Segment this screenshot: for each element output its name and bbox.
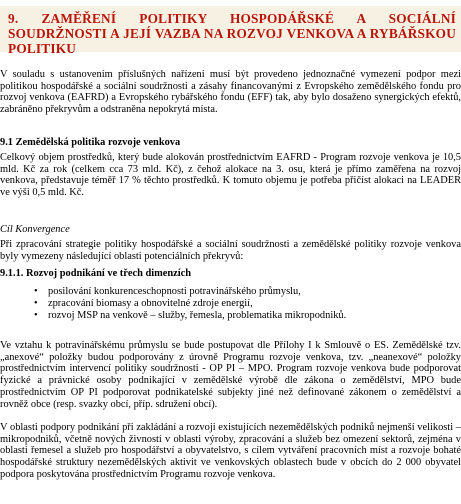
list-item: • zpracování biomasy a obnovitelné zdroje energií, xyxy=(0,298,461,310)
list-item: • rozvoj MSP na venkově – služby, řemesla, problematika mikropodniků. xyxy=(0,310,461,322)
section-9-1-title: 9.1 Zemědělská politika rozvoje venkova xyxy=(0,137,181,148)
section-9-1-1-title: 9.1.1. Rozvoj podnikání ve třech dimenzích xyxy=(0,268,192,279)
food-industry-paragraph: Ve vztahu k potravinářskému průmyslu se bude postupovat dle Přílohy I k Smlouvě o ES. Zemědělské tzv. „anexové“ položky budou podporovány z úrovně Programu rozvoje venkova, tzv. „neanexové“ položky prostřednictvím intervencí politiky soudržnosti - OP PI – MPO. Program rozvoje venkova bude podporovat fyzické a právnické osoby podnikající v zemědělské výrobě dle zákona o zemědělství, MPO bude prostřednictvím OP PI podporovat podnikatelské subjekty jiné než definované zákonem o zemědělství a rovněž obce (resp. svazky obcí, příp. sdružení obcí). xyxy=(0,340,461,410)
cil-konvergence-title: Cíl Konvergence xyxy=(0,224,70,235)
chapter-heading: 9. ZAMĚŘENÍ POLITIKY HOSPODÁŘSKÉ A SOCIÁLNÍ SOUDRŽNOSTI A JEJÍ VAZBA NA ROZVOJ VENKOVA A RYBÁŘSKOU POLITIKU xyxy=(8,11,456,56)
cil-konvergence-paragraph: Při zpracování strategie politiky hospodářské a sociální soudržnosti a zemědělské politiky rozvoje venkova byly vymezeny následující oblasti potenciálních překryvů: xyxy=(0,239,461,262)
intro-paragraph: V souladu s ustanovením příslušných nařízení musí být provedeno jednoznačné vymezení podpor mezi politikou hospodářské a sociální soudržnosti a zásahy financovanými z Evropského zemědělského fondu pro rozvoj venkova (EAFRD) a Evropského rybářského fondu (EFF) tak, aby bylo dosaženo synergických efektů, zabráněno překryvům a odstraněna nepokrytá místa. xyxy=(0,69,461,116)
dimension-list xyxy=(0,286,461,322)
list-item: • posilování konkurenceschopnosti potravinářského průmyslu, xyxy=(0,286,461,298)
section-9-1-paragraph: Celkový objem prostředků, který bude alokován prostřednictvím EAFRD - Program rozvoje venkova je 10,5 mld. Kč za rok (celkem cca 73 mld. Kč), z čehož alokace na 3. osu, která je přímo zaměřena na rozvoj venkova, představuje téměř 17 % těchto prostředků. K tomuto objemu je potřeba přičíst alokaci na LEADER ve výši 0,5 mld. Kč. xyxy=(0,152,461,199)
chapter-heading-bar xyxy=(0,6,461,56)
microenterprise-paragraph: V oblasti podpory podnikání při zakládání a rozvoji existujících nezemědělských podniků nejmenší velikosti – mikropodniků, včetně nových živností v oblasti výroby, zpracování a služeb bez omezení sektorů, zejména v oblasti řemesel a služeb pro hospodářství a obyvatelstvo, s cílem vytváření pracovních míst a rozvoje bohaté hospodářské struktury nezemědělských aktivit ve venkovských oblastech bude v obcích do 2 000 obyvatel podpora poskytována prostřednictvím Programu rozvoje venkova. xyxy=(0,422,461,480)
